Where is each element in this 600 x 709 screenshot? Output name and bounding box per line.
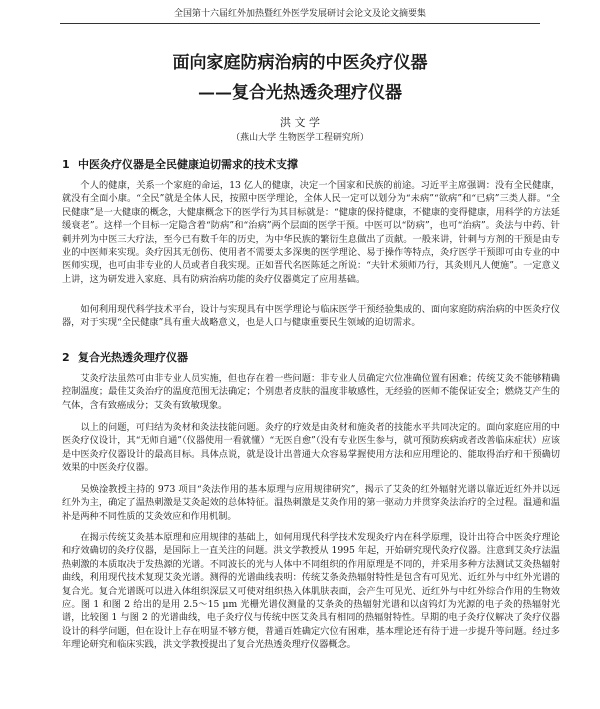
paragraph: 吴焕淦教授主持的 973 项目“灸法作用的基本原理与应用规律研究”，揭示了艾灸的红外辐射光谱以靠近近红外并以远红外为主，确定了温热刺激是艾灸起效的总体特征。温热刺激是艾灸作用的第一驱动力并贯穿灸法治疗的全过程。温通和温补是两种不同性质的艾灸效应和作用机制。	[62, 484, 560, 522]
paragraph: 如何利用现代科学技术平台，设计与实现具有中医学理论与临床医学干预经验集成的、面向家庭防病治病的中医灸疗仪器，对于实现“全民健康”具有重大战略意义，也是人口与健康重要民生领域的迫切需求。	[62, 304, 560, 329]
section-number: 1	[62, 158, 70, 171]
paragraph: 以上的问题，可归结为灸材和灸法技能问题。灸疗的疗效是由灸材和施灸者的技能水平共同决定的。面向家庭应用的中医灸疗仪设计，其“无师自通”（仪器使用一看就懂）“无医自愈”（没有专业医生参与，就可预防疾病或者改善临床症状）应该是中医灸疗仪器设计的最高目标。具体点说，就是设计出普通大众容易掌握使用方法和应用理论的、能取得治疗和干预确切效果的中医灸疗仪器。	[62, 422, 560, 474]
article-title: 面向家庭防病治病的中医灸疗仪器	[172, 53, 428, 73]
section-heading-2	[62, 351, 560, 365]
paragraph: 艾灸疗法虽然可由非专业人员实施，但也存在着一些问题：非专业人员确定穴位准确位置有困难；传统艾灸不能够精确控制温度；最佳艾灸治疗的温度范围无法确定；个别患者皮肤的温度非敏感性，无经验的医师不能保证安全；燃烧艾产生的气体，含有致癌成分；艾灸有致敏现象。	[62, 373, 560, 411]
section-title: 复合光热透灸理疗仪器	[78, 351, 188, 364]
section-number: 2	[62, 351, 70, 364]
section-heading-1	[62, 158, 560, 172]
running-header: 全国第十六届红外加热暨红外医学发展研讨会论文及论文摘要集	[60, 8, 540, 24]
article-subtitle: ——复合光热透灸理疗仪器	[198, 83, 402, 103]
section-title: 中医灸疗仪器是全民健康迫切需求的技术支撑	[78, 158, 298, 171]
paragraph: 在揭示传统艾灸基本原理和应用规律的基础上，如何用现代科学技术发现灸疗内在科学原理，设计出符合中医灸疗理论和疗效确切的灸疗仪器，是国际上一直关注的问题。洪文学教授从 1995 年起，开始研究现代灸疗仪器。注意到艾灸疗法温热刺激的本质取决于发热源的光谱。不同波长的光与人体中不同组织的作用原理是不同的，并采用多种方法测试艾灸热辐射曲线，利用现代技术复现艾灸光谱。测得的光谱曲线表明：传统艾条灸热辐射特性是包含有可见光、近红外与中红外光谱的复合光。复合光谱既可以进入体组织深层又可使对组织热入体肌肤表面，会产生可见光、近红外与中红外综合作用的生物效应。图 1 和图 2 给出的是用 2.5～15 μm 光栅光谱仪测量的艾条灸的热辐射光谱和以卤钨灯为光源的电子灸的热辐射光谱，比较图 1 与图 2 的光谱曲线，电子灸疗仪与传统中医艾灸具有相同的热辐射特性。早期的电子灸疗仪解决了灸疗仪器设计的科学问题，但在设计上存在明显不够方便，普通百姓确定穴位有困难，基本理论还有待于进一步提升等问题。经过多年理论研究和临床实践，洪文学教授提出了复合光热透灸理疗仪器概念。	[62, 532, 560, 651]
author-name: 洪 文 学	[280, 116, 320, 129]
author-affiliation: （燕山大学 生物医学工程研究所）	[231, 133, 369, 143]
paragraph: 个人的健康，关系一个家庭的命运，13 亿人的健康，决定一个国家和民族的前途。习近平主席强调：没有全民健康，就没有全面小康。“全民”就是全体人民，按照中医学理论，全体人民一定可以划分为“未病”“欲病”和“已病”三类人群。“全民健康”是一大健康的概念，大健康概念下的医学行为其目标就是：“健康的保持健康，不健康的变得健康，用科学的方法延缓衰老”。这样一个目标一定隐含着“防病”和“治病”两个层面的医学干预。中医可以“防病”，也可“治病”。灸法与中药、针刺并列为中医三大疗法，至今已有数千年的历史，为中华民族的繁衍生息做出了贡献。一般来讲，针刺与方剂的干预是由专业的中医师来实现。灸疗因其无创伤、使用者不需要太多深奥的医学理论、易于操作等特点，灸疗医学干预即可由专业的中医师实现，也可由非专业的人员或者自我实现。正如晋代名医陈延之所说：“夫针术须师乃行，其灸则凡人便施”。一定意义上讲，这为研发进入家庭、具有防病治病功能的灸疗仪器奠定了应用基础。	[62, 180, 560, 285]
